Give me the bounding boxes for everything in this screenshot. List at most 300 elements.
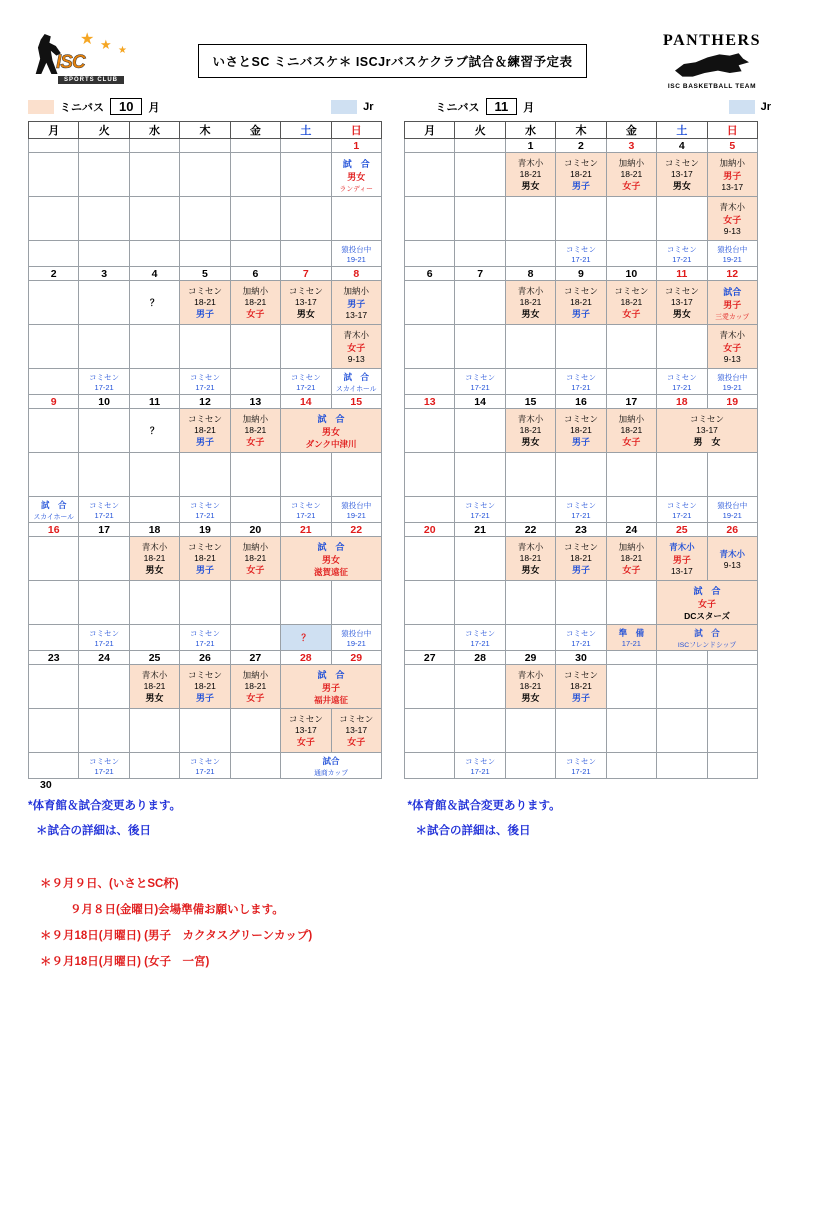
calendar-cell-line: ISCフレンドシップ (677, 641, 737, 649)
calendar-cell[interactable] (606, 197, 656, 241)
calendar-cell[interactable] (606, 453, 656, 497)
day-number[interactable]: 25 (657, 523, 707, 537)
day-number[interactable]: 21 (281, 523, 331, 537)
calendar-cell[interactable] (29, 241, 79, 267)
calendar-cell-line: 女子 (622, 309, 641, 319)
day-number[interactable]: 27 (405, 651, 455, 665)
calendar-cell[interactable] (657, 153, 707, 197)
calendar-cell[interactable] (230, 625, 280, 651)
calendar-cell[interactable] (707, 241, 757, 267)
day-number[interactable]: 21 (455, 523, 505, 537)
calendar-cell[interactable] (505, 665, 555, 709)
calendar-cell[interactable] (455, 153, 505, 197)
day-number[interactable]: 8 (331, 267, 381, 281)
calendar-cell[interactable] (230, 325, 280, 369)
calendar-cell[interactable] (281, 153, 331, 197)
calendar-cell[interactable] (657, 325, 707, 369)
calendar-cell[interactable] (606, 369, 656, 395)
calendar-cell[interactable] (129, 409, 179, 453)
day-number[interactable]: 5 (180, 267, 230, 281)
calendar-cell[interactable] (556, 453, 606, 497)
calendar-cell[interactable] (79, 197, 129, 241)
calendar-cell[interactable] (556, 497, 606, 523)
calendar-cell[interactable] (657, 581, 758, 625)
calendar-cell[interactable] (180, 453, 230, 497)
calendar-cell[interactable] (505, 497, 555, 523)
calendar-cell[interactable] (180, 753, 230, 779)
day-number[interactable] (606, 651, 656, 665)
calendar-cell[interactable] (331, 153, 381, 197)
calendar-cell[interactable] (707, 537, 757, 581)
calendar-cell[interactable] (281, 709, 331, 753)
calendar-cell[interactable] (405, 753, 455, 779)
calendar-cell[interactable] (281, 497, 331, 523)
calendar-cell[interactable] (405, 197, 455, 241)
calendar-cell[interactable] (29, 281, 79, 325)
day-number[interactable]: 2 (556, 139, 606, 153)
calendar-cell[interactable] (556, 665, 606, 709)
day-number[interactable]: 17 (79, 523, 129, 537)
day-number[interactable]: 28 (455, 651, 505, 665)
calendar-cell[interactable] (707, 709, 757, 753)
day-number[interactable]: 30 (556, 651, 606, 665)
calendar-cell[interactable] (180, 197, 230, 241)
calendar-cell[interactable] (129, 753, 179, 779)
calendar-cell[interactable] (505, 753, 555, 779)
calendar-cell[interactable] (505, 709, 555, 753)
day-number[interactable] (657, 651, 707, 665)
day-number[interactable]: 10 (606, 267, 656, 281)
calendar-cell[interactable] (405, 153, 455, 197)
calendar-cell-line: 男女 (347, 171, 366, 182)
calendar-cell[interactable] (405, 409, 455, 453)
calendar-cell[interactable] (79, 281, 129, 325)
calendar-cell[interactable] (606, 325, 656, 369)
day-number[interactable] (180, 139, 230, 153)
calendar-cell[interactable] (230, 409, 280, 453)
calendar-cell-line: 男女 (521, 181, 540, 191)
day-number[interactable]: 26 (180, 651, 230, 665)
calendar-cell[interactable] (281, 197, 331, 241)
day-number[interactable]: 23 (556, 523, 606, 537)
calendar-cell-line: 18-21 (194, 553, 216, 563)
calendar-cell[interactable] (129, 197, 179, 241)
day-number[interactable] (230, 139, 280, 153)
day-number[interactable]: 2 (29, 267, 79, 281)
calendar-cell-line: コミセン (187, 542, 222, 552)
day-number[interactable]: 6 (405, 267, 455, 281)
day-number[interactable]: 1 (505, 139, 555, 153)
calendar-cell[interactable] (556, 753, 606, 779)
calendar-cell[interactable] (606, 753, 656, 779)
calendar-cell[interactable] (331, 325, 381, 369)
day-number[interactable]: 18 (657, 395, 707, 409)
calendar-event-row (29, 281, 382, 325)
calendar-cell[interactable] (657, 753, 707, 779)
calendar-cell[interactable] (79, 241, 129, 267)
calendar-cell[interactable] (79, 753, 129, 779)
calendar-cell[interactable] (455, 325, 505, 369)
day-number[interactable]: 15 (331, 395, 381, 409)
calendar-cell[interactable] (657, 241, 707, 267)
calendar-cell[interactable] (129, 453, 179, 497)
day-number[interactable]: 3 (606, 139, 656, 153)
calendar-cell[interactable] (707, 153, 757, 197)
day-number[interactable]: 27 (230, 651, 280, 665)
calendar-cell-line: 17-21 (621, 639, 641, 648)
calendar-cell-line: 試 合 (342, 158, 370, 169)
calendar-cell[interactable] (707, 753, 757, 779)
calendar-cell[interactable] (455, 753, 505, 779)
calendar-cell[interactable] (455, 453, 505, 497)
calendar-cell[interactable] (455, 625, 505, 651)
day-number[interactable]: 20 (405, 523, 455, 537)
calendar-event-row (29, 453, 382, 497)
calendar-cell[interactable] (331, 497, 381, 523)
calendar-cell[interactable] (455, 537, 505, 581)
calendar-cell[interactable] (556, 197, 606, 241)
calendar-cell[interactable] (29, 537, 79, 581)
calendar-cell[interactable] (180, 241, 230, 267)
calendar-cell[interactable] (29, 453, 79, 497)
calendar-cell[interactable] (556, 153, 606, 197)
calendar-cell[interactable] (505, 197, 555, 241)
day-number[interactable]: 26 (707, 523, 757, 537)
calendar-cell[interactable] (657, 281, 707, 325)
day-number[interactable] (281, 139, 331, 153)
calendar-cell[interactable] (505, 625, 555, 651)
day-number[interactable] (129, 139, 179, 153)
calendar-cell[interactable] (79, 497, 129, 523)
day-number[interactable]: 14 (281, 395, 331, 409)
day-number[interactable]: 12 (707, 267, 757, 281)
calendar-cell[interactable] (657, 497, 707, 523)
weekday-header: 火 (455, 122, 505, 139)
calendar-cell[interactable] (79, 409, 129, 453)
calendar-cell[interactable] (230, 753, 280, 779)
calendar-cell[interactable] (129, 325, 179, 369)
calendar-cell[interactable] (405, 537, 455, 581)
calendar-cell[interactable] (79, 325, 129, 369)
day-number[interactable]: 25 (129, 651, 179, 665)
day-number[interactable]: 11 (657, 267, 707, 281)
calendar-cell[interactable] (657, 409, 758, 453)
calendar-cell[interactable] (331, 241, 381, 267)
day-number[interactable]: 20 (230, 523, 280, 537)
calendar-cell[interactable] (606, 497, 656, 523)
calendar-cell[interactable] (556, 241, 606, 267)
calendar-cell[interactable] (606, 625, 656, 651)
calendar-cell[interactable] (707, 665, 757, 709)
calendar-cell[interactable] (405, 453, 455, 497)
calendar-cell[interactable] (129, 581, 179, 625)
day-number[interactable]: 13 (230, 395, 280, 409)
day-number[interactable]: 16 (29, 523, 79, 537)
day-number[interactable]: 3 (79, 267, 129, 281)
calendar-cell[interactable] (180, 625, 230, 651)
calendar-cell-line: 男子 (571, 565, 590, 575)
calendar-cell[interactable] (331, 197, 381, 241)
calendar-cell[interactable] (455, 369, 505, 395)
calendar-cell[interactable] (281, 241, 331, 267)
calendar-cell[interactable] (331, 453, 381, 497)
calendar-cell[interactable] (455, 281, 505, 325)
day-number[interactable]: 1 (331, 139, 381, 153)
calendar-cell[interactable] (405, 709, 455, 753)
calendar-cell[interactable] (455, 709, 505, 753)
calendar-cell[interactable] (29, 665, 79, 709)
calendar-cell[interactable] (556, 709, 606, 753)
calendar-cell[interactable] (455, 409, 505, 453)
calendar-cell[interactable] (79, 665, 129, 709)
day-number[interactable]: 7 (281, 267, 331, 281)
calendar-cell[interactable] (281, 369, 331, 395)
calendar-cell[interactable] (505, 325, 555, 369)
calendar-cell[interactable] (556, 369, 606, 395)
calendar-cell-line: 青木小 (141, 542, 168, 552)
calendar-cell[interactable] (29, 409, 79, 453)
calendar-cell[interactable] (556, 281, 606, 325)
day-number[interactable]: 4 (657, 139, 707, 153)
calendar-cell[interactable] (129, 665, 179, 709)
day-number[interactable]: 29 (331, 651, 381, 665)
calendar-cell[interactable] (29, 581, 79, 625)
calendar-cell[interactable] (129, 153, 179, 197)
calendar-event-row (405, 153, 758, 197)
day-number[interactable]: 6 (230, 267, 280, 281)
calendar-cell[interactable] (657, 369, 707, 395)
day-number[interactable]: 19 (180, 523, 230, 537)
calendar-cell-line: 加納小 (618, 542, 645, 552)
calendar-cell[interactable] (707, 197, 757, 241)
calendar-cell[interactable] (180, 497, 230, 523)
day-number[interactable]: 24 (606, 523, 656, 537)
calendar-cell[interactable] (79, 625, 129, 651)
day-number[interactable]: 22 (505, 523, 555, 537)
day-number[interactable]: 11 (129, 395, 179, 409)
calendar-cell[interactable] (230, 453, 280, 497)
calendar-cell[interactable] (707, 369, 757, 395)
day-number[interactable]: 29 (505, 651, 555, 665)
calendar-cell[interactable] (405, 369, 455, 395)
day-number[interactable]: 24 (79, 651, 129, 665)
calendar-cell[interactable] (79, 709, 129, 753)
calendar-cell-line: 9-13 (723, 559, 741, 570)
day-number[interactable]: 17 (606, 395, 656, 409)
calendar-cell[interactable] (281, 753, 382, 779)
calendar-cell[interactable] (180, 281, 230, 325)
calendar-cell[interactable] (405, 581, 455, 625)
calendar-cell[interactable] (405, 665, 455, 709)
calendar-cell[interactable] (230, 153, 280, 197)
calendar-cell[interactable] (79, 537, 129, 581)
calendar-cell[interactable] (180, 537, 230, 581)
calendar-cell[interactable] (606, 281, 656, 325)
calendar-cell[interactable] (230, 197, 280, 241)
day-number[interactable]: 5 (707, 139, 757, 153)
calendar-cell[interactable] (455, 665, 505, 709)
calendar-cell[interactable] (505, 537, 555, 581)
calendar-cell[interactable] (230, 665, 280, 709)
calendar-cell[interactable] (281, 453, 331, 497)
star-icon: ★ (80, 31, 95, 48)
day-number[interactable] (29, 139, 79, 153)
calendar-cell[interactable] (129, 281, 179, 325)
calendar-cell[interactable] (129, 241, 179, 267)
calendar-cell[interactable] (281, 665, 382, 709)
calendar-cell[interactable] (79, 369, 129, 395)
calendar-cell[interactable] (505, 153, 555, 197)
calendar-cell[interactable] (505, 409, 555, 453)
calendar-cell-line: 男子 (571, 181, 590, 191)
day-number[interactable]: 12 (180, 395, 230, 409)
calendar-cell[interactable] (281, 409, 382, 453)
calendar-cell[interactable] (606, 709, 656, 753)
calendar-cell[interactable] (180, 581, 230, 625)
calendar-cell[interactable] (230, 497, 280, 523)
day-number[interactable]: 22 (331, 523, 381, 537)
calendar-cell[interactable] (129, 709, 179, 753)
calendar-cell[interactable] (79, 453, 129, 497)
day-number[interactable]: 7 (455, 267, 505, 281)
calendar-cell[interactable] (455, 241, 505, 267)
calendar-cell[interactable] (281, 325, 331, 369)
calendar-event-row (29, 753, 382, 779)
calendar-cell[interactable] (707, 497, 757, 523)
calendar-cell[interactable] (455, 581, 505, 625)
calendar-cell[interactable] (556, 537, 606, 581)
calendar-cell[interactable] (707, 453, 757, 497)
calendar-cell[interactable] (230, 369, 280, 395)
calendar-cell[interactable] (405, 497, 455, 523)
calendar-cell[interactable] (505, 241, 555, 267)
calendar-cell[interactable] (331, 625, 381, 651)
calendar-cell[interactable] (606, 241, 656, 267)
calendar-cell-line: 青木小 (719, 202, 746, 212)
calendar-cell[interactable] (29, 709, 79, 753)
calendar-cell[interactable] (455, 497, 505, 523)
day-number[interactable]: 9 (29, 395, 79, 409)
calendar-cell[interactable] (556, 325, 606, 369)
calendar-cell[interactable] (281, 581, 331, 625)
calendar-cell[interactable] (606, 665, 656, 709)
calendar-cell[interactable] (657, 453, 707, 497)
calendar-cell[interactable] (29, 197, 79, 241)
calendar-cell[interactable] (405, 325, 455, 369)
weekday-header: 木 (556, 122, 606, 139)
calendar-cell[interactable] (29, 497, 79, 523)
calendar-cell[interactable] (405, 241, 455, 267)
calendar-cell[interactable] (657, 665, 707, 709)
calendar-cell[interactable] (657, 537, 707, 581)
calendar-cell[interactable] (230, 241, 280, 267)
calendar-cell[interactable] (79, 581, 129, 625)
calendar-cell[interactable] (230, 581, 280, 625)
day-number[interactable]: 14 (455, 395, 505, 409)
calendar-cell[interactable] (556, 409, 606, 453)
day-number[interactable] (455, 139, 505, 153)
day-number[interactable] (79, 139, 129, 153)
day-number[interactable]: 19 (707, 395, 757, 409)
calendar-cell[interactable] (180, 709, 230, 753)
day-number[interactable]: 23 (29, 651, 79, 665)
calendar-cell[interactable] (505, 581, 555, 625)
day-number[interactable] (405, 139, 455, 153)
calendar-cell[interactable] (657, 625, 758, 651)
calendar-cell[interactable] (230, 281, 280, 325)
calendar-cell[interactable] (129, 625, 179, 651)
weekday-header: 月 (29, 122, 79, 139)
calendar-cell[interactable] (331, 709, 381, 753)
calendar-cell[interactable] (556, 625, 606, 651)
day-number[interactable]: 18 (129, 523, 179, 537)
calendar-cell[interactable] (129, 369, 179, 395)
calendar-cell[interactable] (505, 453, 555, 497)
calendar-cell[interactable] (29, 153, 79, 197)
calendar-cell[interactable] (556, 581, 606, 625)
day-number[interactable]: 15 (505, 395, 555, 409)
calendar-cell[interactable] (505, 369, 555, 395)
calendar-cell[interactable] (657, 197, 707, 241)
calendar-cell[interactable] (657, 709, 707, 753)
day-number[interactable]: 13 (405, 395, 455, 409)
calendar-cell[interactable] (331, 369, 381, 395)
calendar-cell[interactable] (230, 537, 280, 581)
calendar-cell-line: 男子 (672, 555, 691, 565)
calendar-cell[interactable] (180, 369, 230, 395)
calendar-cell[interactable] (707, 325, 757, 369)
calendar-cell[interactable] (29, 753, 79, 779)
calendar-cell[interactable] (180, 409, 230, 453)
calendar-cell[interactable] (180, 325, 230, 369)
calendar-cell[interactable] (281, 625, 331, 651)
calendar-cell[interactable] (29, 325, 79, 369)
day-number[interactable]: 8 (505, 267, 555, 281)
day-number[interactable]: 4 (129, 267, 179, 281)
calendar-cell[interactable] (606, 409, 656, 453)
calendar-cell-line: 18-21 (244, 297, 267, 307)
calendar-cell[interactable] (455, 197, 505, 241)
calendar-cell[interactable] (707, 281, 757, 325)
calendar-cell[interactable] (129, 497, 179, 523)
calendar-cell[interactable] (230, 709, 280, 753)
calendar-cell-line: 18-21 (143, 553, 166, 563)
calendar-cell[interactable] (606, 581, 656, 625)
calendar-cell-line: コミセン (189, 500, 220, 510)
calendar-cell[interactable] (331, 281, 381, 325)
day-number[interactable]: 10 (79, 395, 129, 409)
day-number[interactable]: 28 (281, 651, 331, 665)
calendar-cell[interactable] (29, 625, 79, 651)
calendar-cell[interactable] (331, 581, 381, 625)
calendar-cell[interactable] (180, 665, 230, 709)
calendar-cell[interactable] (79, 153, 129, 197)
calendar-cell-line: 17-21 (296, 510, 316, 520)
calendar-cell[interactable] (129, 537, 179, 581)
day-number[interactable]: 9 (556, 267, 606, 281)
calendar-cell[interactable] (405, 625, 455, 651)
calendar-cell[interactable] (606, 153, 656, 197)
calendar-cell[interactable] (180, 153, 230, 197)
calendar-cell[interactable] (505, 281, 555, 325)
calendar-cell[interactable] (405, 281, 455, 325)
day-number[interactable]: 16 (556, 395, 606, 409)
calendar-cell[interactable] (29, 369, 79, 395)
calendar-cell[interactable] (606, 537, 656, 581)
calendar-cell[interactable] (281, 537, 382, 581)
day-number[interactable] (707, 651, 757, 665)
calendar-cell[interactable] (281, 281, 331, 325)
